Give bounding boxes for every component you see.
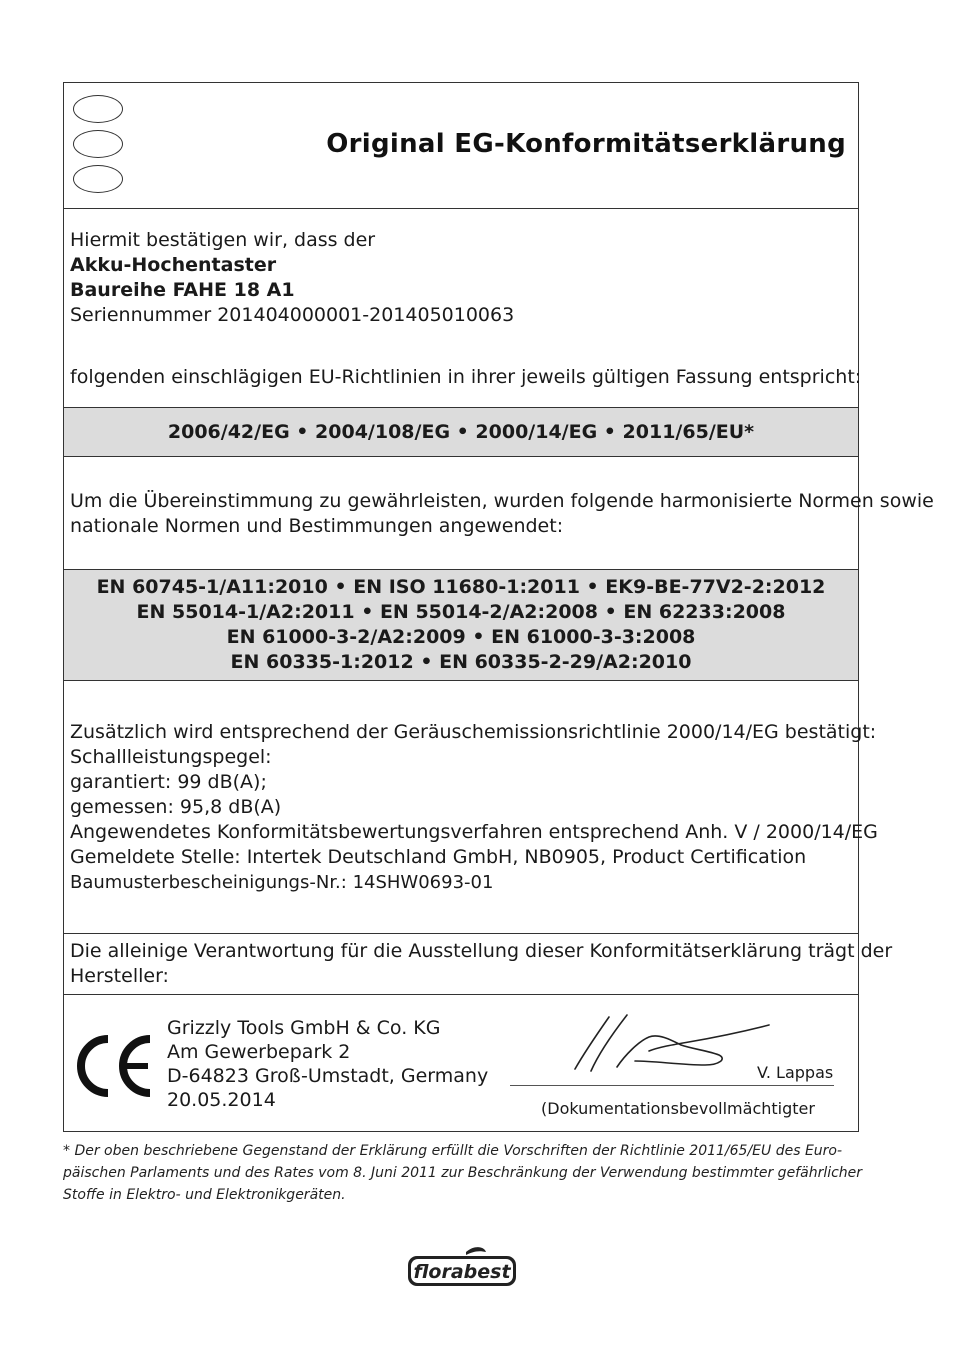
intro-line: Hiermit bestätigen wir, dass der [70,229,376,251]
signature-image [569,1011,779,1073]
directives-band [64,407,858,457]
footnote [63,1140,863,1206]
manufacturer-street: Am Gewerbepark 2 [167,1041,351,1063]
norms-line-3: EN 61000-3-2/A2:2009 • EN 61000-3-3:2008 [226,626,696,648]
ce-mark [72,1033,154,1099]
noise-line-7: Baumusterbescheinigungs-Nr.: 14SHW0693-01 [70,872,494,893]
responsibility-line-2: Hersteller: [70,965,169,987]
declaration-date: 20.05.2014 [167,1089,276,1111]
declaration-frame [63,82,934,1132]
noise-line-2: Schallleistungspegel: [70,746,272,768]
language-oval-1 [73,95,123,123]
responsibility-line-1: Die alleinige Verantwortung für die Ausstellung dieser Konformitätserklärung trägt der [70,940,893,962]
page-title: Original EG-Konformitätserklärung [326,129,846,159]
noise-line-3: garantiert: 99 dB(A); [70,771,267,793]
divider [64,208,858,209]
noise-line-4: gemessen: 95,8 dB(A) [70,796,282,818]
language-oval-3 [73,165,123,193]
signature-line [510,1085,834,1086]
noise-line-5: Angewendetes Konformitätsbewertungsverfahren entsprechend Anh. V / 2000/14/EG [70,821,878,843]
product-name: Akku-Hochentaster [70,254,277,276]
footnote-line-2: päischen Parlaments und des Rates vom 8. Juni 2011 zur Beschränkung der Verwendung bestimmter gefährlicher [63,1165,863,1181]
serial-number: Seriennummer 201404000001-201405010063 [70,304,515,326]
norms-line-4: EN 60335-1:2012 • EN 60335-2-29/A2:2010 [230,651,692,673]
directives-list: 2006/42/EG • 2004/108/EG • 2000/14/EG • 2011/65/EU* [167,421,755,443]
noise-line-1: Zusätzlich wird entsprechend der Geräuschemissionsrichtlinie 2000/14/EG bestätigt: [70,721,877,743]
product-series: Baureihe FAHE 18 A1 [70,279,295,301]
divider [64,933,858,934]
norms-band [64,569,858,681]
signer-role: (Dokumentationsbevollmächtigter [541,1099,815,1118]
language-oval-2 [73,130,123,158]
norms-intro-line-2: nationale Normen und Bestimmungen angewendet: [70,515,564,537]
florabest-logo [406,1246,518,1288]
norms-line-1: EN 60745-1/A11:2010 • EN ISO 11680-1:2011 • EK9-BE-77V2-2:2012 [96,576,826,598]
footnote-line-1: * Der oben beschriebene Gegenstand der Erklärung erfüllt die Vorschriften der Richtlinie 2011/65/EU des Euro- [63,1143,843,1159]
norms-intro-line-1: Um die Übereinstimmung zu gewährleisten, wurden folgende harmonisierte Normen sowie [70,490,934,512]
divider [64,994,858,995]
logo-text: florabest [413,1261,511,1283]
noise-line-6: Gemeldete Stelle: Intertek Deutschland GmbH, NB0905, Product Certification [70,846,807,868]
footnote-line-3: Stoffe in Elektro- und Elektronikgeräten. [63,1187,346,1203]
manufacturer-name: Grizzly Tools GmbH & Co. KG [167,1017,441,1039]
header-section [64,83,858,209]
manufacturer-city: D-64823 Groß-Umstadt, Germany [167,1065,489,1087]
directives-intro: folgenden einschlägigen EU-Richtlinien in ihrer jeweils gültigen Fassung entspricht: [70,366,862,388]
norms-line-2: EN 55014-1/A2:2011 • EN 55014-2/A2:2008 • EN 62233:2008 [136,601,786,623]
signer-name: V. Lappas [757,1063,834,1082]
